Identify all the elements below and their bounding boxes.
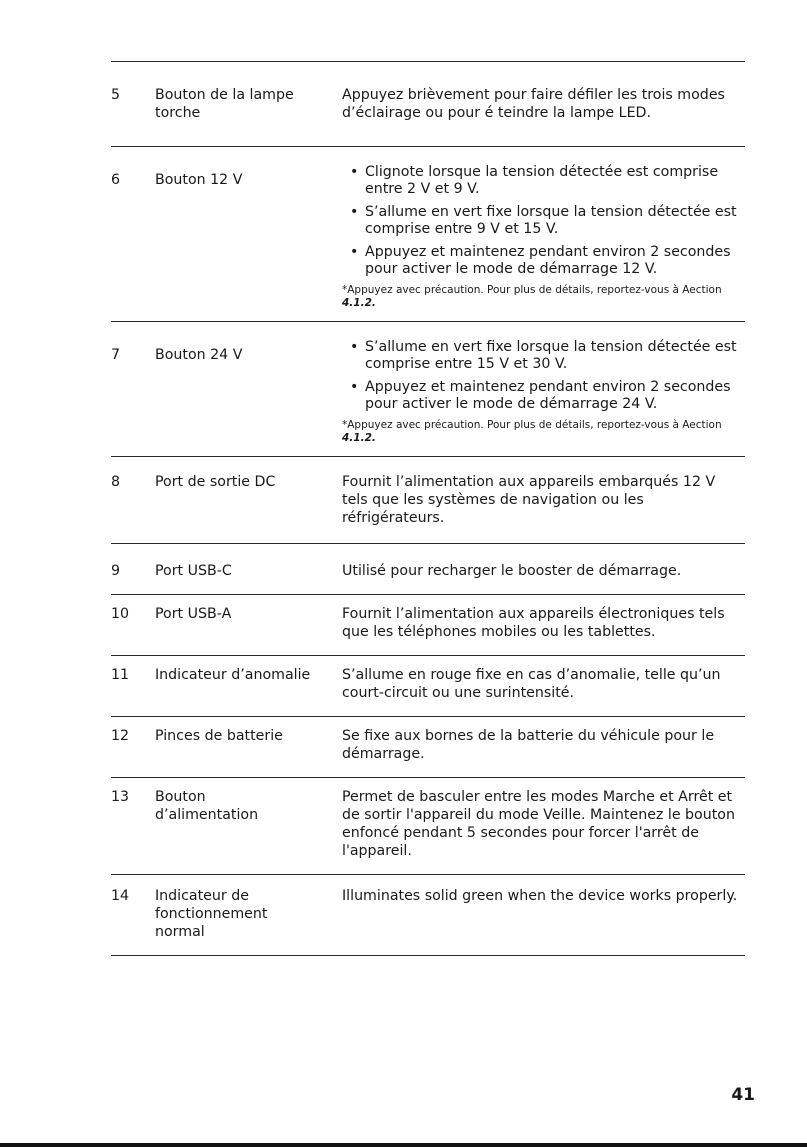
section-reference: 4.1.2.: [342, 297, 376, 309]
row-number: 7: [111, 347, 121, 363]
row-number: 9: [111, 563, 121, 579]
row-number: 12: [111, 728, 130, 744]
list-item: [342, 379, 745, 413]
component-name: Pinces de batterie: [155, 728, 283, 744]
component-description: Utilisé pour recharger le booster de démarrage.: [342, 563, 682, 579]
component-description: [342, 339, 745, 445]
component-description: Permet de basculer entre les modes Marche et Arrêt et de sortir l'appareil du mode Veille. Maintenez le bouton enfoncé pendant 5 secondes pour forcer l'arrêt de l'appareil.: [342, 789, 735, 859]
bullet-icon: •: [350, 339, 359, 355]
table-row: [111, 147, 745, 322]
table-row: [111, 457, 745, 544]
component-table: [111, 61, 745, 956]
component-name: Port USB-A: [155, 606, 232, 622]
list-item: [342, 244, 745, 278]
table-row: [111, 62, 745, 147]
bullet-icon: •: [350, 379, 359, 395]
caution-note-text: *Appuyez avec précaution. Pour plus de détails, reportez-vous à Aection: [342, 419, 722, 431]
table-row: [111, 595, 745, 656]
component-description: S’allume en rouge fixe en cas d’anomalie, telle qu’un court-circuit ou une surintensité.: [342, 667, 721, 701]
table-row: [111, 778, 745, 875]
list-item-text: S’allume en vert fixe lorsque la tension détectée est comprise entre 15 V et 30 V.: [365, 339, 737, 372]
row-number: 14: [111, 888, 130, 904]
component-description: Fournit l’alimentation aux appareils embarqués 12 V tels que les systèmes de navigation ou les réfrigérateurs.: [342, 474, 716, 526]
row-number: 10: [111, 606, 130, 622]
component-description: Se fixe aux bornes de la batterie du véhicule pour le démarrage.: [342, 728, 715, 762]
row-number: 11: [111, 667, 130, 683]
table-row: [111, 544, 745, 595]
list-item-text: Appuyez et maintenez pendant environ 2 secondes pour activer le mode de démarrage 12 V.: [365, 244, 731, 277]
component-name: Port USB-C: [155, 563, 232, 579]
component-description: Illuminates solid green when the device works properly.: [342, 888, 738, 904]
row-number: 8: [111, 474, 121, 490]
row-number: 13: [111, 789, 130, 805]
bullet-icon: •: [350, 164, 359, 180]
component-description: Fournit l’alimentation aux appareils électroniques tels que les téléphones mobiles ou les tablettes.: [342, 606, 725, 640]
list-item: [342, 339, 745, 373]
table-row: [111, 717, 745, 778]
component-name: Bouton 12 V: [155, 172, 243, 188]
caution-note-text: *Appuyez avec précaution. Pour plus de détails, reportez-vous à Aection: [342, 284, 722, 296]
component-name: Indicateur de fonctionnement normal: [155, 888, 268, 940]
bullet-icon: •: [350, 204, 359, 220]
bullet-list: [342, 164, 745, 278]
caution-note: [342, 419, 745, 445]
bullet-icon: •: [350, 244, 359, 260]
list-item-text: Appuyez et maintenez pendant environ 2 secondes pour activer le mode de démarrage 24 V.: [365, 379, 731, 412]
bullet-list: [342, 339, 745, 413]
component-name: Port de sortie DC: [155, 474, 276, 490]
component-name: Bouton de la lampe torche: [155, 87, 294, 121]
component-name: Bouton 24 V: [155, 347, 243, 363]
component-name: Bouton d’alimentation: [155, 789, 259, 823]
caution-note: [342, 284, 745, 310]
page-number: 41: [731, 1085, 755, 1105]
list-item: [342, 204, 745, 238]
section-reference: 4.1.2.: [342, 432, 376, 444]
bottom-bar: [0, 1143, 807, 1147]
list-item: [342, 164, 745, 198]
table-row: [111, 656, 745, 717]
table-row: [111, 875, 745, 956]
row-number: 5: [111, 87, 121, 103]
list-item-text: Clignote lorsque la tension détectée est comprise entre 2 V et 9 V.: [365, 164, 719, 197]
row-number: 6: [111, 172, 121, 188]
list-item-text: S’allume en vert fixe lorsque la tension détectée est comprise entre 9 V et 15 V.: [365, 204, 737, 237]
component-name: Indicateur d’anomalie: [155, 667, 311, 683]
component-description: [342, 164, 745, 310]
component-description: Appuyez brièvement pour faire défiler les trois modes d’éclairage ou pour é teindre la lampe LED.: [342, 87, 725, 121]
table-row: [111, 322, 745, 457]
